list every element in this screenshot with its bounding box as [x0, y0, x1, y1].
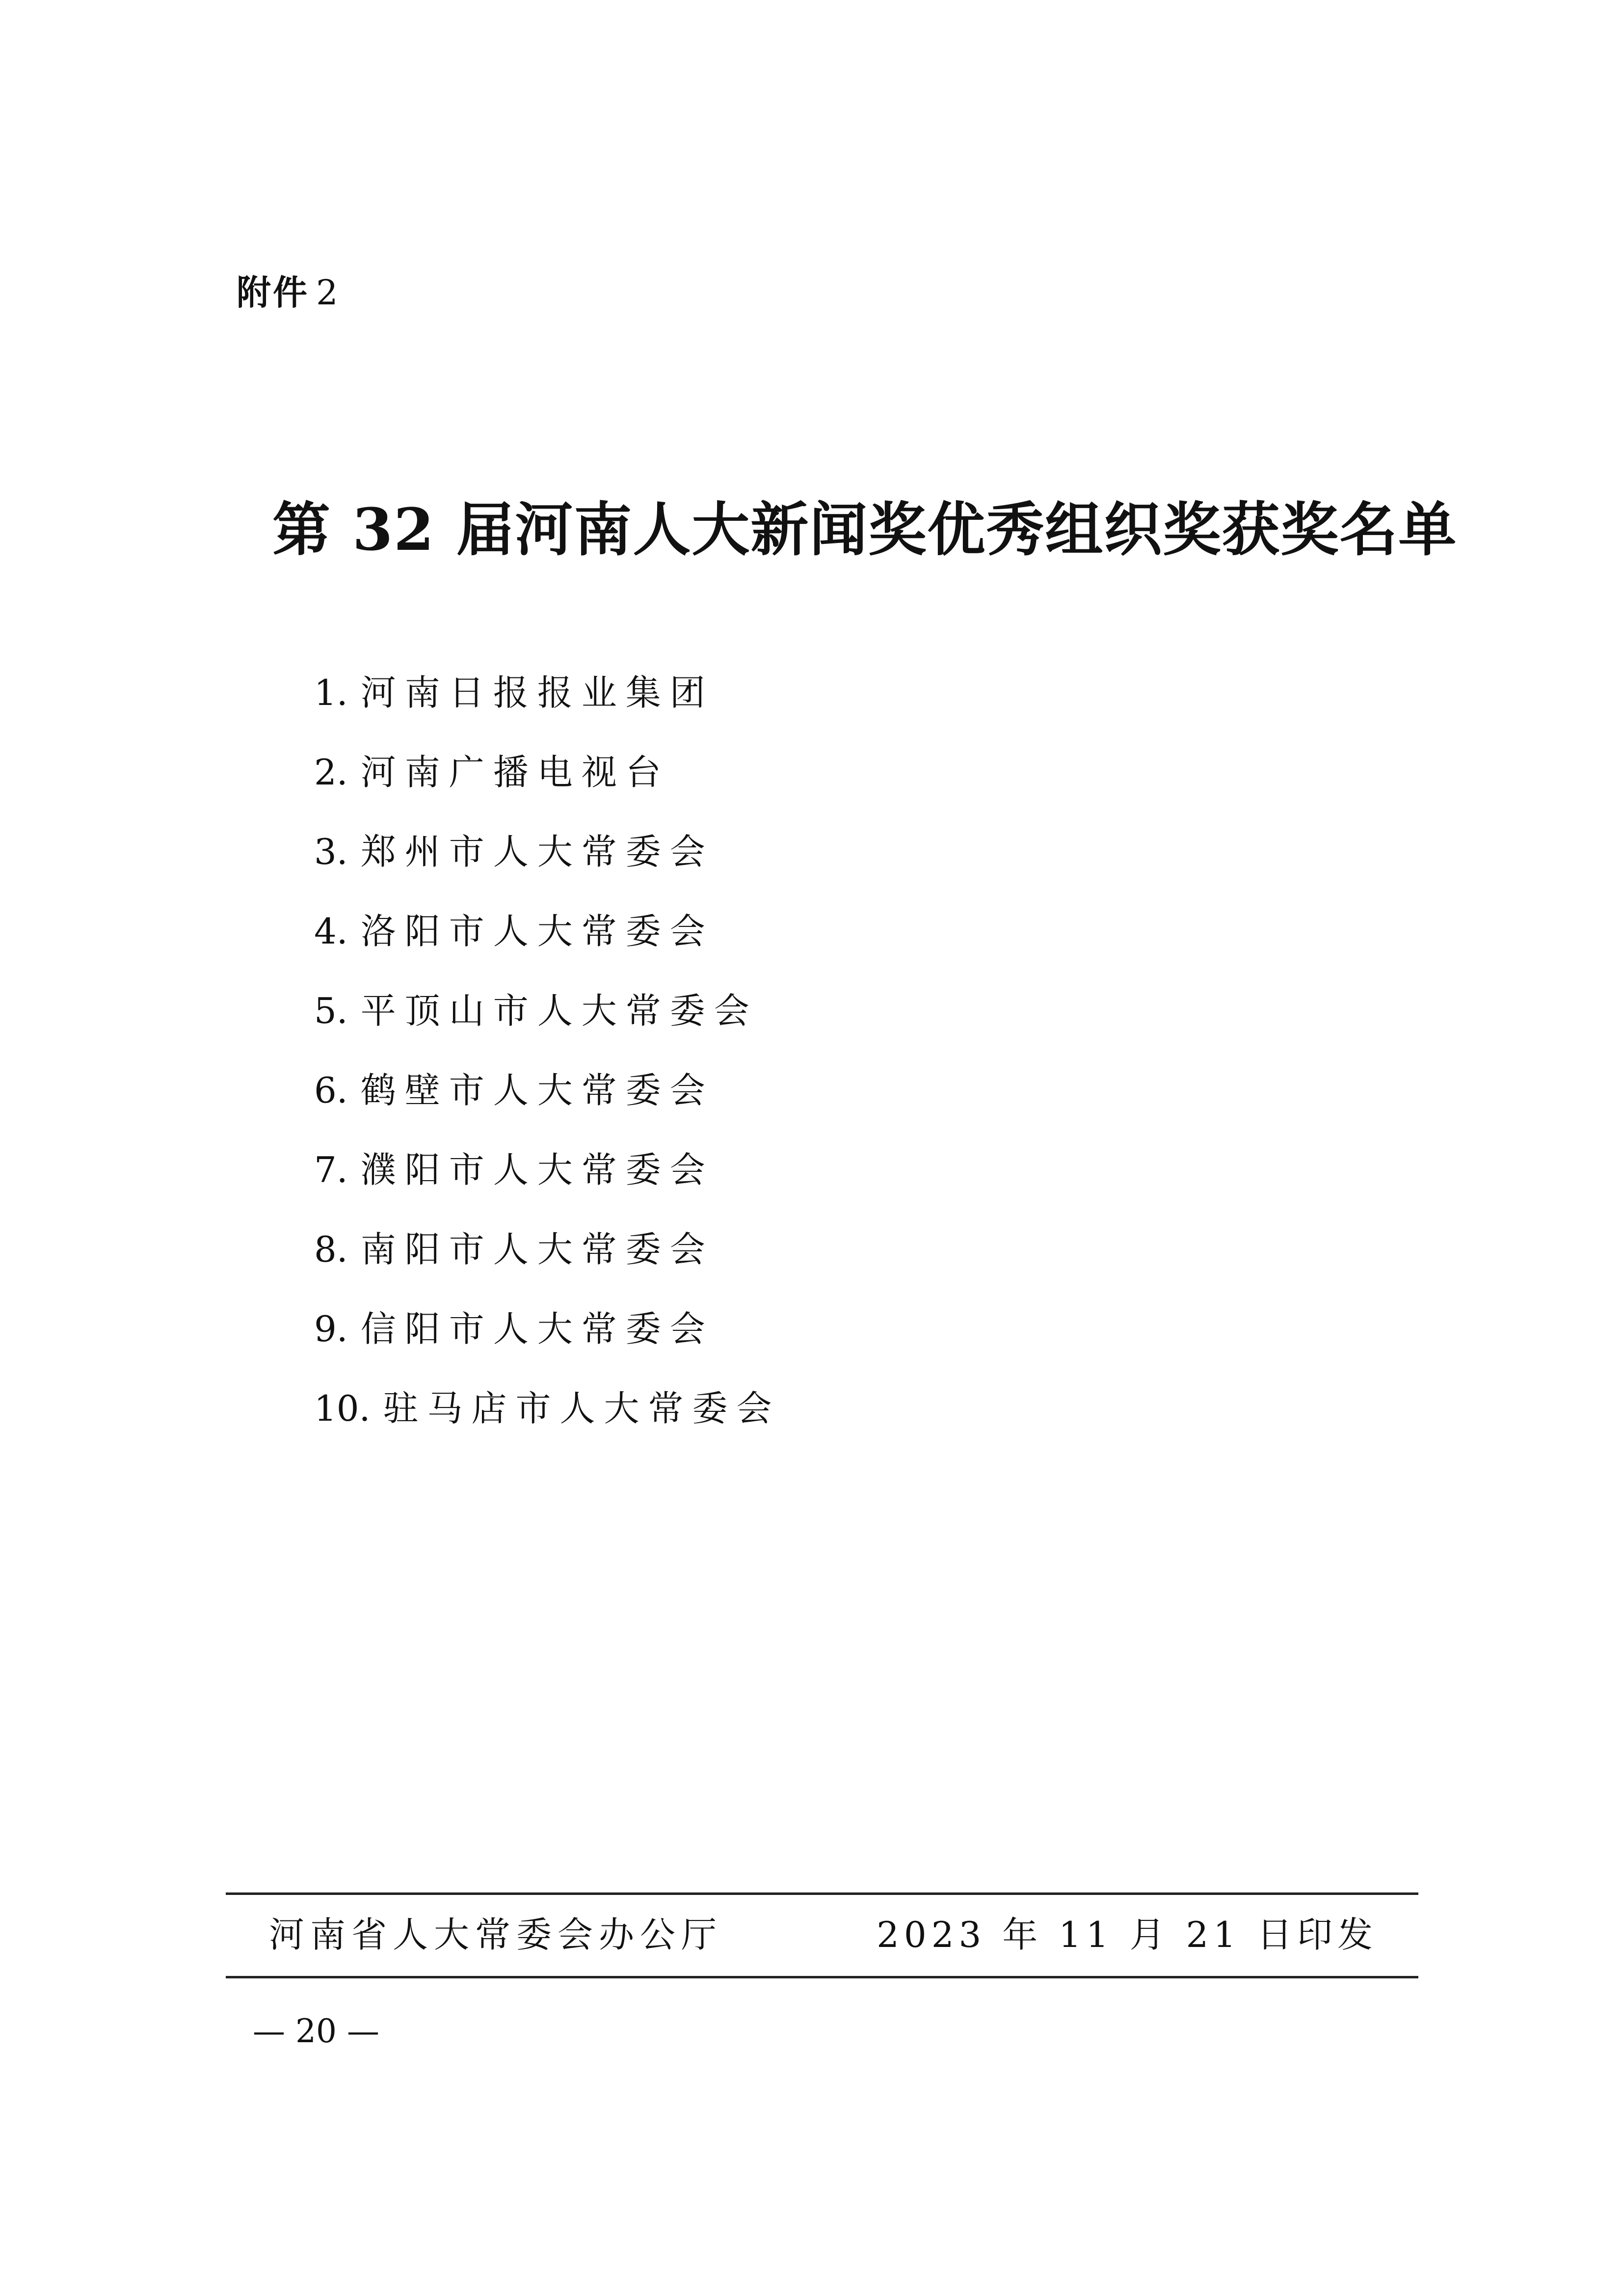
list-item-index: 10.	[314, 1388, 371, 1429]
footer-top-divider	[226, 1892, 1418, 1895]
list-item-name: 河南广播电视台	[360, 752, 670, 793]
list-item-name: 河南日报报业集团	[360, 672, 714, 713]
list-item-index: 3.	[314, 831, 348, 872]
list-item-name: 濮阳市人大常委会	[360, 1149, 714, 1190]
footer-bottom-divider	[226, 1976, 1418, 1978]
issuing-organization: 河南省人大常委会办公厅	[269, 1914, 723, 1955]
list-item	[314, 672, 781, 755]
list-item-index: 6.	[314, 1070, 348, 1111]
list-item-name: 平顶山市人大常委会	[360, 990, 758, 1031]
list-item	[314, 831, 781, 914]
list-item	[314, 1388, 781, 1470]
list-item-name: 驻马店市人大常委会	[383, 1388, 781, 1429]
list-item-name: 鹤壁市人大常委会	[360, 1070, 714, 1111]
list-item	[314, 1070, 781, 1152]
list-item-name: 南阳市人大常委会	[360, 1229, 714, 1270]
list-item-index: 4.	[314, 911, 348, 952]
list-item-name: 郑州市人大常委会	[360, 831, 714, 872]
list-item	[314, 990, 781, 1073]
list-item-index: 2.	[314, 752, 348, 793]
list-item-name: 洛阳市人大常委会	[360, 911, 714, 952]
list-item-index: 5.	[314, 990, 348, 1031]
list-item-index: 9.	[314, 1308, 348, 1350]
issue-date: 2023 年 11 月 21 日印发	[877, 1914, 1378, 1955]
page-title: 第 32 届河南人大新闻奖优秀组织奖获奖名单	[272, 495, 1458, 564]
list-item-name: 信阳市人大常委会	[360, 1308, 714, 1350]
list-item	[314, 911, 781, 993]
list-item	[314, 1149, 781, 1232]
list-item	[314, 1308, 781, 1391]
list-item-index: 7.	[314, 1149, 348, 1190]
list-item-index: 1.	[314, 672, 348, 713]
attachment-label	[237, 265, 340, 315]
winner-list	[314, 672, 781, 1470]
list-item	[314, 1229, 781, 1311]
list-item-index: 8.	[314, 1229, 348, 1270]
attachment-label-text: 附件	[237, 272, 309, 313]
page-number: — 20 —	[253, 2012, 379, 2050]
list-item	[314, 752, 781, 834]
attachment-number: 2	[316, 272, 340, 313]
